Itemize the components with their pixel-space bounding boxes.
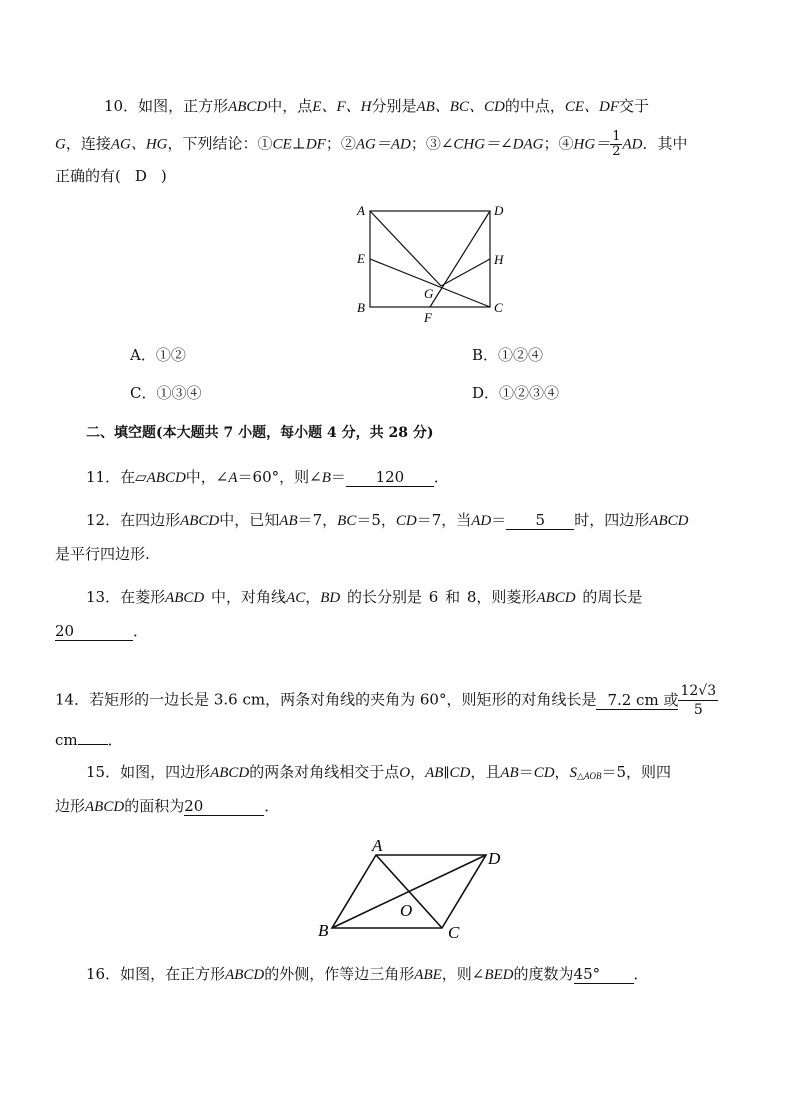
q10-conclusion-3: CHG＝∠DAG [453,136,544,153]
label-b: B [318,921,329,940]
q12-ad: AD [471,513,492,529]
q15-text-d: ，且 [470,763,501,781]
q15-text-h: 的面积为 [124,797,185,815]
q10-answer: D [134,167,147,185]
q15-end: ． [264,797,280,815]
q10-abcd: ABCD [228,99,268,115]
q13-abcd-2: ABCD [536,590,576,606]
q15-text: 15．如图，四边形 [86,763,211,781]
q14-frac-den: 5 [693,702,703,718]
option-d [472,382,559,404]
q16-abcd: ABCD [225,967,265,983]
q16 [86,963,649,986]
q10-line3 [55,165,167,187]
q12-cd: CD [395,513,417,529]
q10-text: 10．如图，正方形 [104,97,229,115]
q10-text-e: 交于 [619,97,650,115]
q15-abcd: ABCD [210,765,250,781]
q11-a: A [228,470,238,486]
q11-text-b: 中，∠ [185,468,229,486]
q15-text-b: 的两条对角线相交于点 [249,763,400,781]
q10-line2 [55,130,687,159]
q13-line2 [55,620,148,642]
q10-ag-hg: AG、HG [110,136,168,153]
q12-bc: BC [337,513,357,529]
q16-bed: BED [484,967,514,983]
q10-ce-df: CE、DF [564,99,619,115]
q10-points: E、F、H [312,99,372,115]
q15-text-f: ＝5，则四 [601,763,672,781]
q13-comma: ， [305,588,321,606]
q12-v3: ＝7，当 [416,511,472,529]
label-o: O [400,901,413,920]
option-b-value: ①②④ [498,346,544,364]
q11-shape: ▱ABCD [135,470,186,486]
section-2-heading: 二、填空题(本大题共 7 小题，每小题 4 分，共 28 分) [86,425,434,441]
q15-ab: AB [425,765,444,781]
q10-text-i: ；③∠ [410,134,454,153]
q11 [86,466,449,489]
q14-line2 [55,729,123,751]
q13-answer-blank: 20 [55,623,133,641]
q13-bd: BD [320,590,341,606]
option-a-value: ①② [155,346,186,364]
q15-text-g: 边形 [55,797,86,815]
q15-sub: △AOB [577,771,602,781]
q16-text-d: 的度数为 [513,965,574,983]
q10-segments: AB、BC、CD [416,99,505,115]
q10-text-d: 的中点， [504,97,565,115]
q15-line1 [86,761,671,787]
q10-text-h: ；② [325,134,356,153]
q12-text-c: 时，四边形 [574,511,650,529]
q13-text-b: 中，对角线 [211,588,287,606]
q10-text-m: ) [160,167,167,185]
option-c-key: C． [130,384,157,402]
q12-v2: ＝5， [356,511,396,529]
q16-text-c: ，则∠ [441,965,485,983]
q15-figure [310,832,520,944]
q15-abcd-2: ABCD [85,799,125,815]
q11-answer-blank: 120 [346,469,434,487]
q13-abcd: ABCD [165,590,205,606]
q11-end: ． [433,468,449,486]
q12-abcd-2: ABCD [649,513,689,529]
q10-conclusion-1: CE⊥DF [272,136,326,153]
q11-b: B [321,470,331,486]
label-f: F [424,310,432,325]
label-g: G [424,286,434,301]
label-c: C [494,300,503,315]
q10-frac-den: 2 [612,144,621,159]
q15-parallel: ∥ [443,766,450,781]
q12-abcd: ABCD [180,513,220,529]
label-b: B [357,300,365,315]
q12-line1 [86,509,688,532]
q12-v1: ＝7， [297,511,338,529]
q10-text-j: ；④ [543,134,574,153]
q14-fraction [678,682,718,719]
q16-abe: ABE [414,967,442,983]
q10-conclusion-2: AG＝AD [355,136,411,153]
q13-text: 13．在菱形 [86,588,166,606]
q15-s: S [569,765,578,781]
q14-line1 [55,682,718,719]
q14-answer-blank: 7.2 cm 或 [596,692,678,710]
option-a-key: A． [130,346,156,364]
q10-frac-num: 1 [612,129,621,144]
q16-text-b: 的外侧，作等边三角形 [264,965,415,983]
q10-g: G [55,136,66,153]
q13-line1 [86,586,642,609]
q15-eq: ＝ [518,763,534,781]
q13-ac: AC [286,590,306,606]
q16-answer-blank: 45° [574,966,634,984]
q16-end: ． [633,965,649,983]
q10-text-f: ，连接 [65,134,111,153]
option-b-key: B． [472,346,499,364]
label-d: D [494,203,504,218]
q12-ab: AB [279,513,298,529]
q13-text-c: 的长分别是 6 和 8，则菱形 [347,588,537,606]
label-h: H [494,252,504,267]
q14-blank-tail [78,744,108,745]
q15-o: O [399,765,411,781]
q10-figure [340,198,520,328]
q11-text-d: ＝ [330,468,346,486]
option-d-value: ①②③④ [499,384,560,402]
q14-end: ． [107,731,123,749]
option-d-key: D． [472,384,500,402]
q15-line2 [55,795,279,818]
q11-text-c: ＝60°，则∠ [237,468,322,486]
q10-text-g: ，下列结论：① [167,134,273,153]
segment-df [430,211,490,307]
label-e: E [357,251,365,266]
q14-frac-num: 12√3 [680,683,717,699]
label-a: A [357,203,365,218]
q10-ad: AD [622,136,643,153]
segment-hg [441,259,490,286]
q14-text: 14．若矩形的一边长是 3.6 cm，两条对角线的夹角为 60°，则矩形的对角线长是 [55,690,597,709]
option-c-value: ①③④ [156,384,202,402]
q10-text-c: 分别是 [371,97,417,115]
label-d: D [488,849,501,868]
option-b [472,344,543,366]
q10-conclusion-4: HG＝ [573,136,611,153]
q15-cd: CD [449,765,471,781]
q12-text-b: 中，已知 [219,511,280,529]
label-a: A [372,836,383,855]
q15-text-c: ， [410,763,426,781]
segment-ag [370,211,441,286]
q14-unit: cm [55,731,78,749]
q13-end: ． [133,622,149,640]
q10-line1 [104,95,649,118]
q15-ab-2: AB [500,765,519,781]
q15-answer-blank: 20 [184,798,264,816]
label-c: C [448,923,460,942]
q15-cd-2: CD [533,765,555,781]
q10-text-b: 中，点 [267,97,313,115]
q13-text-d: 的周长是 [582,588,643,606]
q10-text-l: 正确的有( [55,167,121,185]
option-c [130,382,202,404]
q12-v4: ＝ [491,511,507,529]
q10-fraction [610,130,622,159]
q11-text: 11．在 [86,468,136,486]
q15-text-e: ， [554,763,570,781]
option-a [130,344,186,366]
q12-text: 12．在四边形 [86,511,181,529]
q10-text-k: ．其中 [642,134,688,153]
q16-text: 16．如图，在正方形 [86,965,226,983]
q12-line2: 是平行四边形. [55,545,150,563]
q12-answer-blank: 5 [506,512,574,530]
